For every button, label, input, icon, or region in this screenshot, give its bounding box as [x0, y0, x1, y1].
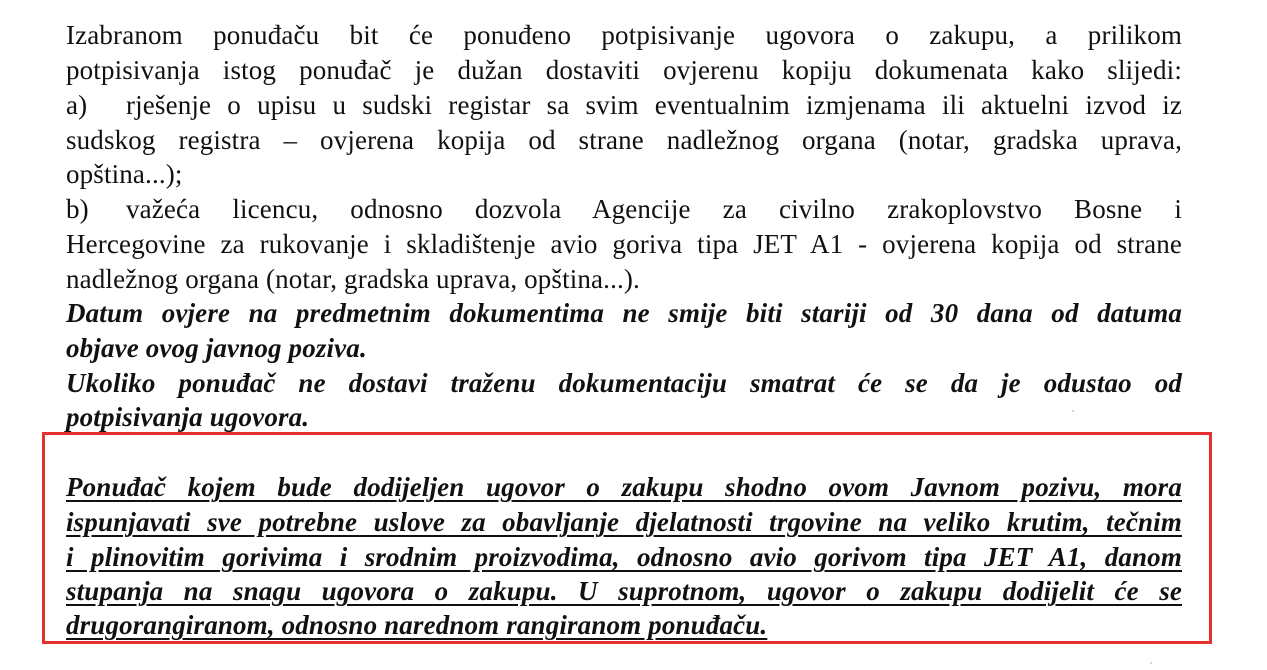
- highlight-line-5: drugorangiranom, odnosno narednom rangiranom ponuđaču.: [66, 610, 768, 640]
- highlight-line-3: i plinovitim gorivima i srodnim proizvodima, odnosno avio gorivom tipa JET A1, danom: [66, 542, 1182, 572]
- scan-speck: [1072, 410, 1074, 412]
- list-item-b-text-1: važeća licencu, odnosno dozvola Agencije za civilno zrakoplovstvo Bosne i: [126, 194, 1182, 224]
- note-date-line-2: objave ovog javnog poziva.: [66, 333, 367, 363]
- list-item-b-line-1: [66, 192, 1182, 226]
- highlight-line-4: stupanja na snagu ugovora o zakupu. U suprotnom, ugovor o zakupu dodijelit će se: [66, 576, 1182, 606]
- list-item-a-text-1: rješenje o upisu u sudski registar sa svim eventualnim izmjenama ili aktuelni izvod iz: [126, 90, 1182, 120]
- list-item-a-line-1: [66, 88, 1182, 122]
- list-item-b-line-3: nadležnog organa (notar, gradska uprava, opština...).: [66, 264, 640, 294]
- note-withdraw-line-1: Ukoliko ponuđač ne dostavi traženu dokumentaciju smatrat će se da je odustao od: [66, 368, 1182, 398]
- list-item-a-letter: a): [66, 90, 88, 120]
- list-item-a-line-2: sudskog registra – ovjerena kopija od strane nadležnog organa (notar, gradska uprava,: [66, 125, 1182, 155]
- intro-line-2: potpisivanja istog ponuđač je dužan dostaviti ovjerenu kopiju dokumenata kako slijedi:: [66, 55, 1182, 85]
- highlight-line-1: Ponuđač kojem bude dodijeljen ugovor o zakupu shodno ovom Javnom pozivu, mora: [66, 472, 1182, 502]
- note-withdraw-line-2: potpisivanja ugovora.: [66, 402, 310, 432]
- note-date-line-1: Datum ovjere na predmetnim dokumentima ne smije biti stariji od 30 dana od datuma: [66, 298, 1182, 328]
- list-item-b-letter: b): [66, 194, 89, 224]
- list-item-a-line-3: opština...);: [66, 159, 183, 189]
- intro-line-1: Izabranom ponuđaču bit će ponuđeno potpisivanje ugovora o zakupu, a prilikom: [66, 20, 1182, 50]
- scan-speck: [1150, 662, 1152, 664]
- list-item-b-line-2: Hercegovine za rukovanje i skladištenje avio goriva tipa JET A1 - ovjerena kopija od strane: [66, 229, 1182, 259]
- highlight-line-2: ispunjavati sve potrebne uslove za obavljanje djelatnosti trgovine na veliko krutim, tečnim: [66, 507, 1182, 537]
